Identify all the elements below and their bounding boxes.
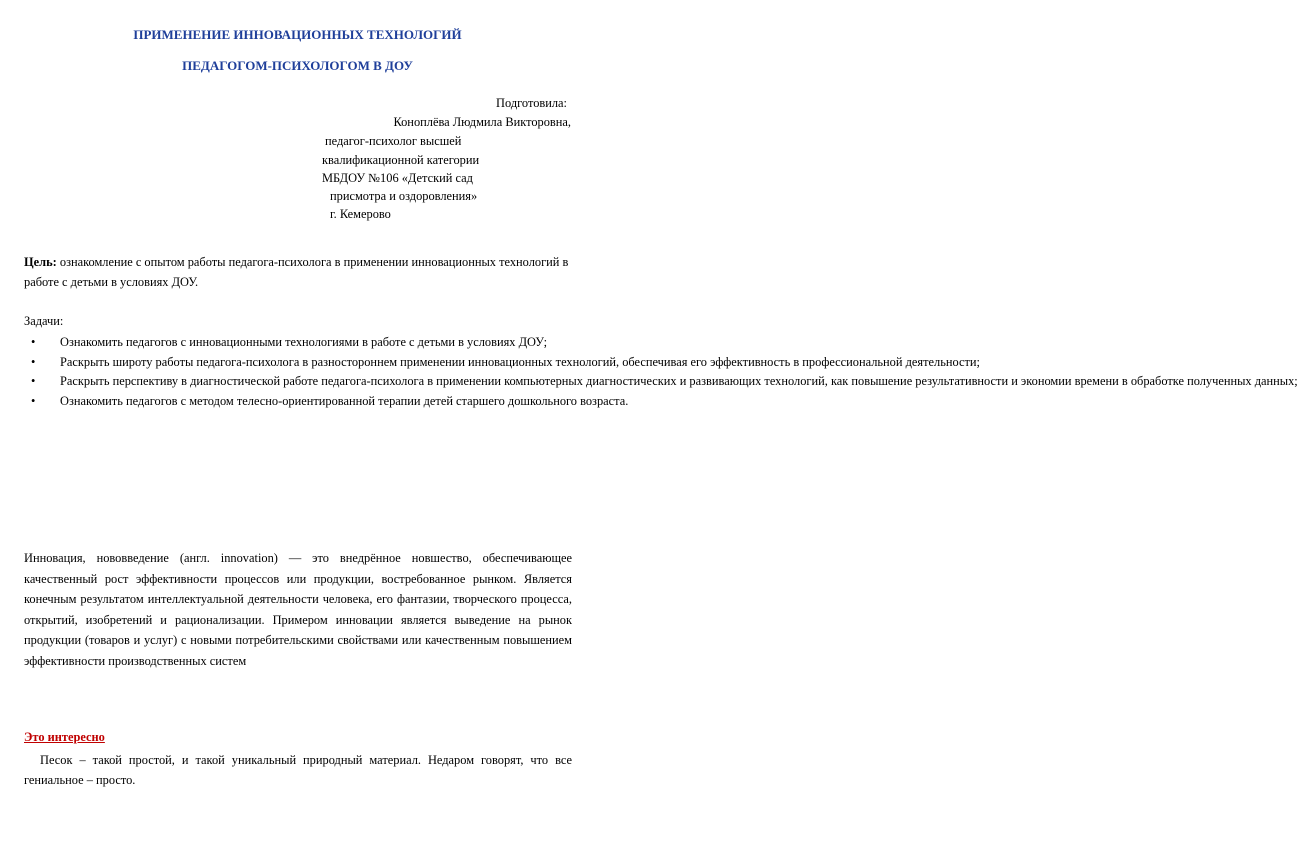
- author-position: педагог-психолог высшей: [325, 134, 462, 148]
- list-item: • Раскрыть перспективу в диагностической работе педагога-психолога в применении компьютерных диагностических и развивающих технологий, как повышение результативности и экономии времени в обработке полученных данных;: [24, 372, 572, 392]
- list-item: • Раскрыть широту работы педагога-психолога в разностороннем применении инновационных технологий, обеспечивая его эффективность в профессиональной деятельности;: [24, 353, 572, 373]
- author-name: Коноплёва Людмила Викторовна,: [393, 115, 571, 129]
- list-item: • Ознакомить педагогов с инновационными технологиями в работе с детьми в условиях ДОУ;: [24, 333, 572, 353]
- interesting-text: Песок – такой простой, и такой уникальный природный материал. Недаром говорят, что все гениальное – просто.: [24, 753, 572, 787]
- author-category: квалификационной категории: [322, 153, 480, 167]
- bullet-icon: •: [31, 393, 36, 408]
- tasks-list: [24, 333, 1298, 411]
- bullet-icon: •: [31, 374, 36, 388]
- title-line-1: ПРИМЕНЕНИЕ ИННОВАЦИОННЫХ ТЕХНОЛОГИЙ: [133, 27, 462, 42]
- author-org: МБДОУ №106 «Детский сад: [322, 171, 473, 185]
- title-line-2: ПЕДАГОГОМ-ПСИХОЛОГОМ В ДОУ: [182, 58, 413, 73]
- author-city: г. Кемерово: [330, 207, 391, 221]
- interesting-heading: Это интересно: [24, 730, 105, 744]
- goal-paragraph: [24, 252, 572, 292]
- author-org-cont: присмотра и оздоровления»: [330, 189, 478, 203]
- goal-label: Цель:: [24, 255, 57, 269]
- innovation-paragraph: Инновация, нововведение (англ. innovation) — это внедрённое новшество, обеспечивающее качественный рост эффективности процессов или продукции, востребованное рынком. Является конечным результатом интеллектуальной деятельности человека, его фантазии, творческого процесса, открытий, изобретений и рационализации. Примером инновации является выведение на рынок продукции (товаров и услуг) с новыми потребительскими свойствами или качественным повышением эффективности производственных систем: [24, 551, 572, 668]
- list-item: • Ознакомить педагогов с методом телесно-ориентированной терапии детей старшего дошкольного возраста.: [24, 392, 572, 412]
- author-block: [0, 96, 595, 226]
- tasks-label: Задачи:: [24, 314, 64, 328]
- author-prepared-by: Подготовила:: [496, 96, 567, 110]
- bullet-icon: •: [31, 354, 36, 369]
- goal-text: ознакомление с опытом работы педагога-психолога в применении инновационных технологий в работе с детьми в условиях ДОУ.: [24, 255, 569, 289]
- bullet-icon: •: [31, 335, 36, 349]
